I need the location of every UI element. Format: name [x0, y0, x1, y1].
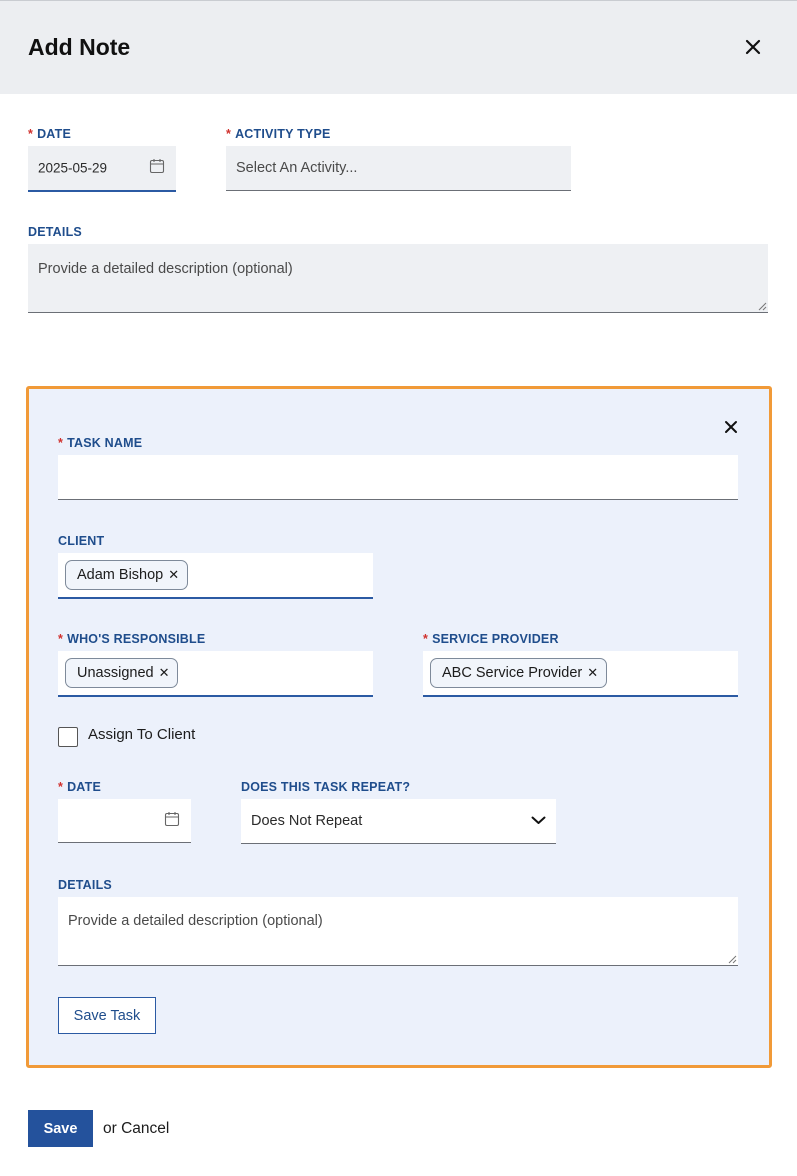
- responsible-chip: [65, 658, 178, 688]
- note-date-label: * DATE: [28, 127, 71, 141]
- close-icon: [745, 39, 761, 55]
- activity-type-placeholder: Select An Activity...: [236, 160, 358, 176]
- remove-chip-icon[interactable]: ✕: [168, 567, 180, 582]
- task-details-placeholder: Provide a detailed description (optional): [68, 913, 323, 929]
- close-task-button[interactable]: [724, 420, 738, 434]
- resize-handle-icon[interactable]: [758, 302, 767, 311]
- repeat-select[interactable]: [241, 799, 556, 844]
- service-provider-multiselect[interactable]: [423, 651, 738, 697]
- assign-to-client-label[interactable]: Assign To Client: [88, 726, 196, 743]
- save-button[interactable]: Save: [28, 1110, 93, 1147]
- save-task-button[interactable]: Save Task: [58, 997, 156, 1034]
- service-provider-chip: [430, 658, 607, 688]
- activity-type-select[interactable]: [226, 146, 571, 191]
- or-cancel: [103, 1120, 169, 1138]
- task-name-label: * TASK NAME: [58, 436, 143, 450]
- calendar-icon[interactable]: [164, 811, 180, 831]
- or-text: or: [103, 1120, 117, 1137]
- note-date-input[interactable]: [28, 146, 176, 192]
- responsible-label: * WHO'S RESPONSIBLE: [58, 632, 206, 646]
- assign-to-client-checkbox[interactable]: [58, 727, 78, 747]
- chip-label: ABC Service Provider: [442, 665, 583, 681]
- cancel-link[interactable]: Cancel: [121, 1120, 170, 1137]
- client-label: CLIENT: [58, 534, 105, 548]
- note-details-textarea[interactable]: [28, 244, 768, 313]
- chip-label: Adam Bishop: [77, 567, 164, 583]
- task-date-input[interactable]: [58, 799, 191, 843]
- resize-handle-icon[interactable]: [728, 955, 737, 964]
- close-dialog-button[interactable]: [745, 39, 761, 55]
- task-name-input[interactable]: [58, 455, 738, 500]
- task-details-textarea[interactable]: [58, 897, 738, 966]
- activity-type-label: * ACTIVITY TYPE: [226, 127, 331, 141]
- chip-label: Unassigned: [77, 665, 154, 681]
- calendar-icon[interactable]: [149, 158, 165, 178]
- chevron-down-icon: [531, 813, 546, 829]
- remove-chip-icon[interactable]: ✕: [587, 665, 599, 680]
- repeat-value: Does Not Repeat: [251, 813, 363, 829]
- task-date-label: * DATE: [58, 780, 101, 794]
- dialog-header: [0, 0, 797, 94]
- service-provider-label: * SERVICE PROVIDER: [423, 632, 559, 646]
- client-multiselect[interactable]: [58, 553, 373, 599]
- note-details-placeholder: Provide a detailed description (optional): [38, 261, 293, 277]
- note-details-label: DETAILS: [28, 225, 82, 239]
- close-icon: [724, 420, 738, 434]
- repeat-label: DOES THIS TASK REPEAT?: [241, 780, 411, 794]
- dialog-title: Add Note: [28, 34, 131, 60]
- responsible-multiselect[interactable]: [58, 651, 373, 697]
- remove-chip-icon[interactable]: ✕: [158, 665, 170, 680]
- task-details-label: DETAILS: [58, 878, 112, 892]
- client-chip: [65, 560, 188, 590]
- note-date-value: 2025-05-29: [38, 160, 108, 176]
